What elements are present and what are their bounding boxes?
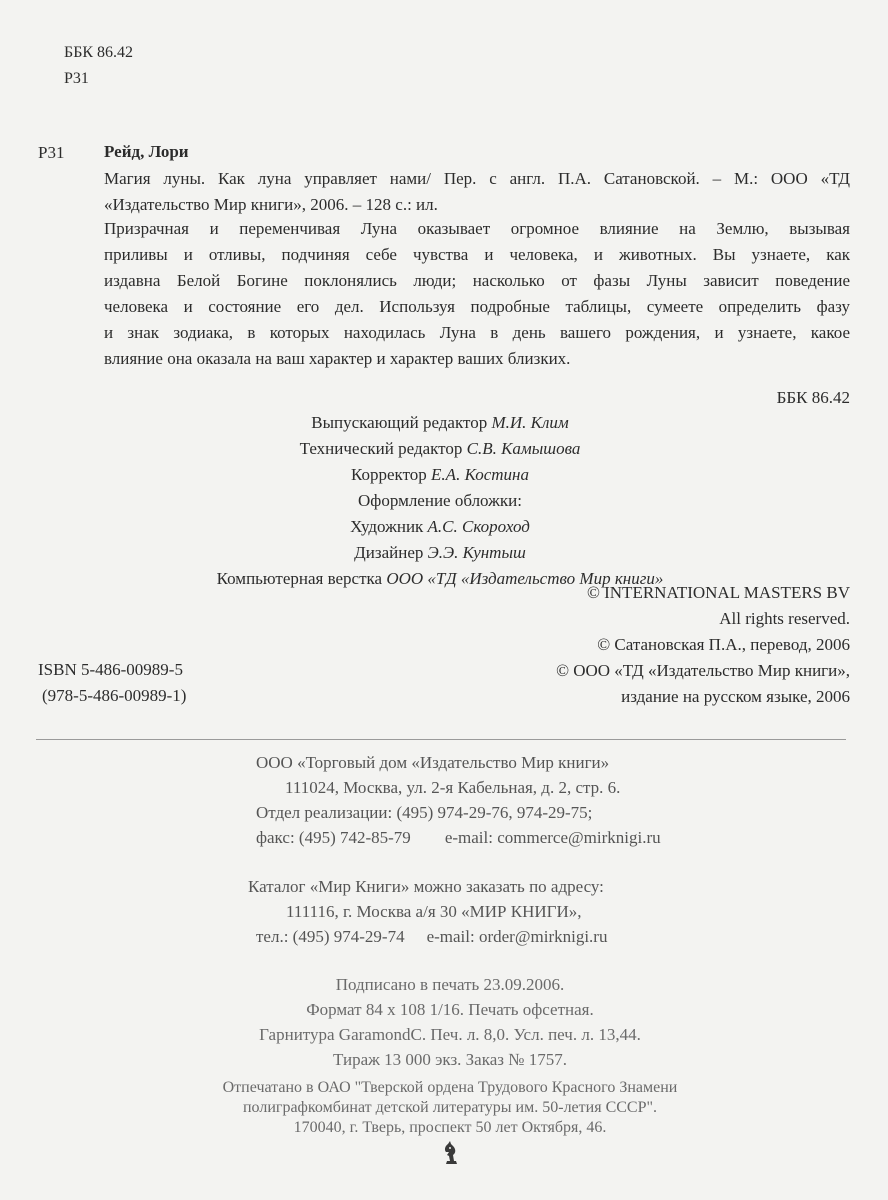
publisher-contacts [256, 825, 661, 850]
print-info-line: Гарнитура GaramondC. Печ. л. 8,0. Усл. печ. л. 13,44. [259, 1025, 641, 1044]
printer-block [150, 1078, 750, 1138]
credit-line: Компьютерная верстка ООО «ТД «Издательство Мир книги» [216, 569, 664, 588]
isbn: ISBN 5-486-00989-5 [38, 660, 183, 679]
catalog-line: Каталог «Мир Книги» можно заказать по адресу: [248, 877, 604, 896]
credit-line: Корректор Е.А. Костина [351, 465, 529, 484]
bib-line: Магия луны. Как луна управляет нами/ Пер. с англ. П.А. Сатановской. – М.: ООО «ТД [104, 169, 850, 188]
annotation-line: приливы и отливы, подчиняя себе чувства и человека, и животных. Вы узнаете, как [104, 245, 850, 264]
annotation-line: издавна Белой Богине поклонялись люди; насколько от фазы Луны зависит поведение [104, 271, 850, 290]
publisher-fax: факс: (495) 742-85-79 [256, 828, 411, 847]
catalog-email: e-mail: order@mirknigi.ru [426, 927, 608, 946]
copyright-line: All rights reserved. [719, 609, 850, 628]
print-info-line: Тираж 13 000 экз. Заказ № 1757. [333, 1050, 567, 1069]
printer-line: Отпечатано в ОАО "Тверской ордена Трудового Красного Знамени [222, 1079, 678, 1096]
publisher-address: 111024, Москва, ул. 2-я Кабельная, д. 2, стр. 6. [285, 778, 621, 797]
catalog-address: 111116, г. Москва а/я 30 «МИР КНИГИ», [286, 902, 582, 921]
entry-author: Рейд, Лори [104, 142, 189, 161]
credit-line: Технический редактор С.В. Камышова [299, 439, 581, 458]
print-info-line: Подписано в печать 23.09.2006. [335, 975, 565, 994]
print-info [180, 972, 720, 1072]
entry-bibliography [104, 166, 850, 218]
copyright-block [400, 580, 850, 710]
header-code: Р31 [64, 70, 89, 87]
credits [150, 410, 730, 592]
publisher-sales: Отдел реализации: (495) 974-29-76, 974-29-75; [256, 803, 593, 822]
copyright-line: издание на русском языке, 2006 [621, 687, 850, 706]
header-bbk: ББК 86.42 [64, 44, 134, 61]
catalog-phone: тел.: (495) 974-29-74 [256, 927, 405, 946]
annotation-line: человека и состояние его дел. Используя подробные таблицы, сумеете определить фазу [104, 297, 850, 316]
copyright-line: © Сатановская П.А., перевод, 2006 [597, 635, 850, 654]
credit-line: Выпускающий редактор М.И. Клим [311, 413, 569, 432]
catalog-block [248, 874, 607, 949]
annotation-line: и знак зодиака, в которых находилась Луна в день вашего рождения, и узнаете, какое [104, 323, 850, 342]
annotation-line: Призрачная и переменчивая Луна оказывает огромное влияние на Землю, вызывая [104, 219, 850, 238]
printer-line: полиграфкомбинат детской литературы им. 50-летия СССР". [242, 1099, 658, 1116]
credit-line: Дизайнер Э.Э. Кунтыш [354, 543, 526, 562]
publisher-email: e-mail: commerce@mirknigi.ru [444, 828, 661, 847]
isbn-13: (978-5-486-00989-1) [42, 686, 187, 705]
credit-line: Художник А.С. Скороход [350, 517, 530, 536]
knight-chess-piece-icon [440, 1140, 462, 1166]
bib-line: «Издательство Мир книги», 2006. – 128 с.: ил. [104, 195, 438, 214]
copyright-line: © INTERNATIONAL MASTERS BV [586, 583, 850, 602]
credit-line: Оформление обложки: [358, 491, 522, 510]
print-info-line: Формат 84 х 108 1/16. Печать офсетная. [306, 1000, 594, 1019]
entry-bbk: ББК 86.42 [776, 388, 850, 407]
printer-line: 170040, г. Тверь, проспект 50 лет Октября, 46. [293, 1119, 607, 1136]
separator-line [36, 739, 846, 740]
entry-annotation [104, 216, 850, 372]
annotation-line: влияние она оказала на ваш характер и характер ваших близких. [104, 349, 571, 368]
copyright-line: © ООО «ТД «Издательство Мир книги», [556, 661, 850, 680]
publisher-block [256, 750, 661, 850]
publisher-name: ООО «Торговый дом «Издательство Мир книги» [256, 753, 610, 772]
entry-code: Р31 [38, 143, 65, 162]
catalog-contacts [248, 924, 607, 949]
